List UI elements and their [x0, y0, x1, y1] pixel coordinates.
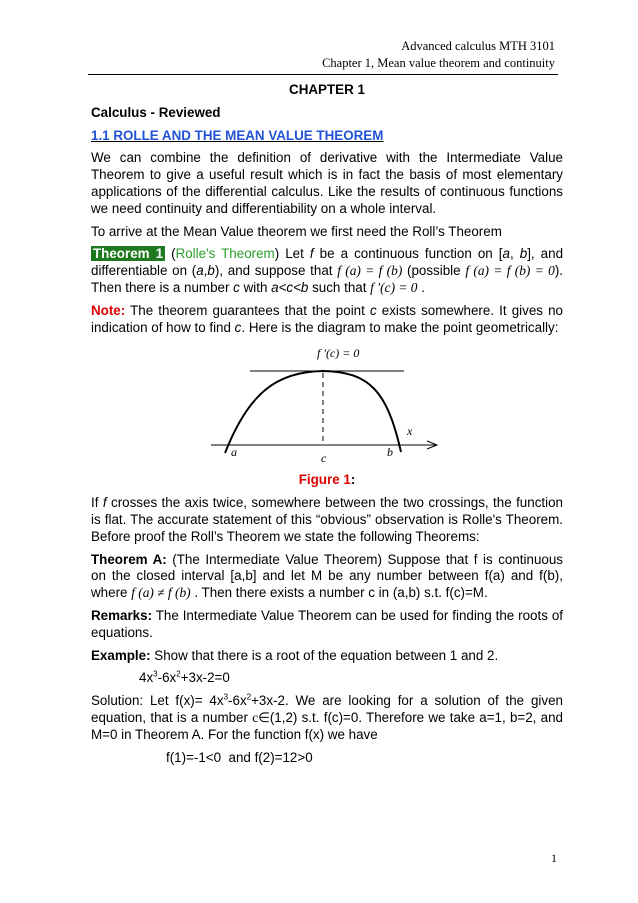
- remarks-label: Remarks:: [91, 607, 153, 623]
- var-f: f: [102, 495, 107, 511]
- figure-label: Figure 1: [298, 472, 351, 488]
- text-run: . Here is the diagram to make the point geometrically:: [241, 319, 559, 335]
- text-run: -6x: [228, 693, 247, 709]
- text-run: .: [417, 279, 425, 295]
- note-label: Note:: [91, 302, 126, 318]
- text-run: be a continuous function on [: [313, 246, 503, 262]
- figure-caption: [91, 472, 563, 489]
- var-c: c: [369, 302, 377, 318]
- text-run: ) Let: [274, 246, 310, 262]
- exponent: 3: [223, 692, 229, 702]
- text-run: ], and differentiable on (: [91, 246, 564, 279]
- values-line: f(1)=-1<0 and f(2)=12>0: [166, 749, 313, 765]
- c-element-of: c∈: [252, 709, 270, 725]
- page-number: 1: [551, 851, 557, 865]
- var-c: c: [233, 279, 240, 295]
- remarks-paragraph: [91, 608, 563, 642]
- text-run: -6x: [157, 670, 177, 686]
- equation-fprime-c-zero: f ′(c) = 0: [370, 279, 418, 295]
- text-run: with: [239, 279, 272, 295]
- example-label: Example:: [91, 647, 151, 663]
- text-run: If: [91, 495, 103, 511]
- var-f: f: [309, 246, 314, 262]
- theorem-1-name: Rolle's Theorem: [175, 246, 275, 262]
- text-run: Show that there is a root of the equation between 1 and 2.: [150, 647, 499, 663]
- note-paragraph: [91, 303, 563, 337]
- text-run: ,: [509, 246, 520, 262]
- rolle-diagram: [207, 342, 447, 464]
- text-run: The theorem guarantees that the point: [125, 302, 370, 318]
- text-run: +3x-2=0: [180, 670, 230, 686]
- text-run: crosses the axis twice, somewhere between the two crossings, the function is flat. The accurate statement of this “obvious” observation is Rolle's Theorem. Before proof the Roll’s Theorem we state the following Theorems:: [91, 495, 563, 544]
- text-run: exists somewhere. It gives no indication of how to find: [91, 302, 563, 335]
- c-label: c: [321, 451, 327, 465]
- equation-fa-eq-fb: f (a) = f (b): [337, 263, 403, 279]
- equation-fa-neq-fb: f (a) ≠ f (b): [131, 585, 191, 601]
- exponent: 2: [246, 692, 252, 702]
- section-heading: Calculus - Reviewed: [91, 104, 221, 120]
- x-axis-label: x: [407, 424, 413, 439]
- var-c: c: [234, 319, 242, 335]
- text-run: (: [165, 246, 176, 262]
- example-paragraph: [91, 648, 563, 665]
- solution-paragraph: [91, 693, 563, 743]
- text-run: ). Then there is a number: [91, 263, 563, 295]
- text-run: ), and suppose that: [214, 263, 338, 279]
- subsection-heading: 1.1 ROLLE AND THE MEAN VALUE THEOREM: [91, 127, 384, 143]
- arrive-paragraph: To arrive at the Mean Value theorem we first need the Roll’s Theorem: [91, 223, 502, 239]
- function-curve: [225, 371, 401, 453]
- exponent: 2: [176, 669, 181, 679]
- text-run: (1,2) s.t. f(c)=0. Therefore we take a=1, b=2, and M=0 in Theorem A. For the function f(x) we have: [91, 709, 563, 742]
- running-header-chapter: Chapter 1, Mean value theorem and continuity: [322, 56, 555, 70]
- var-b: b: [207, 263, 215, 279]
- intro-paragraph: We can combine the definition of derivative with the Intermediate Value Theorem to give a useful result which is in fact the basis of most elementary applications of the differential calculus. Like the results of continuous functions we need continuity and differentiability on a whole interval.: [91, 150, 563, 216]
- theorem-1-paragraph: [91, 246, 563, 296]
- header-rule: [88, 74, 558, 75]
- theorem-a-label: Theorem A:: [91, 551, 167, 567]
- text-run: 4x: [139, 670, 154, 686]
- theorem-a-paragraph: [91, 552, 563, 602]
- text-run: (possible: [402, 263, 466, 279]
- text-run: The Intermediate Value Theorem can be used for finding the roots of equations.: [91, 607, 563, 640]
- running-header-course: Advanced calculus MTH 3101: [401, 39, 555, 53]
- var-a: a: [196, 263, 204, 279]
- text-run: ,: [203, 263, 208, 279]
- text-run: Solution: Let f(x)= 4x: [91, 693, 224, 709]
- text-run: such that: [308, 279, 371, 295]
- exponent: 3: [153, 669, 158, 679]
- text-run: +3x-2. We are looking for a solution of the given equation, that is a number: [91, 693, 563, 725]
- equation-fa-fb-zero: f (a) = f (b) = 0: [465, 263, 555, 279]
- chapter-title: CHAPTER 1: [289, 82, 365, 97]
- crosses-paragraph: [91, 495, 563, 545]
- var-a: a: [502, 246, 510, 262]
- page-body: [91, 82, 563, 772]
- a-label: a: [231, 445, 237, 460]
- diagram-top-label: f ′(c) = 0: [317, 346, 360, 361]
- b-label: b: [387, 445, 393, 460]
- text-run: (The Intermediate Value Theorem) Suppose that f is continuous on the closed interval [a,b] and let M be any number between f(a) and f(b), where: [91, 551, 563, 601]
- example-equation: [91, 670, 563, 687]
- var-b: b: [519, 246, 528, 262]
- inequality-a-c-b: a<c<b: [271, 279, 309, 295]
- text-run: . Then there exists a number c in (a,b) s.t. f(c)=M.: [190, 585, 488, 601]
- theorem-1-label: Theorem 1: [93, 246, 164, 262]
- figure-colon: :: [350, 472, 356, 488]
